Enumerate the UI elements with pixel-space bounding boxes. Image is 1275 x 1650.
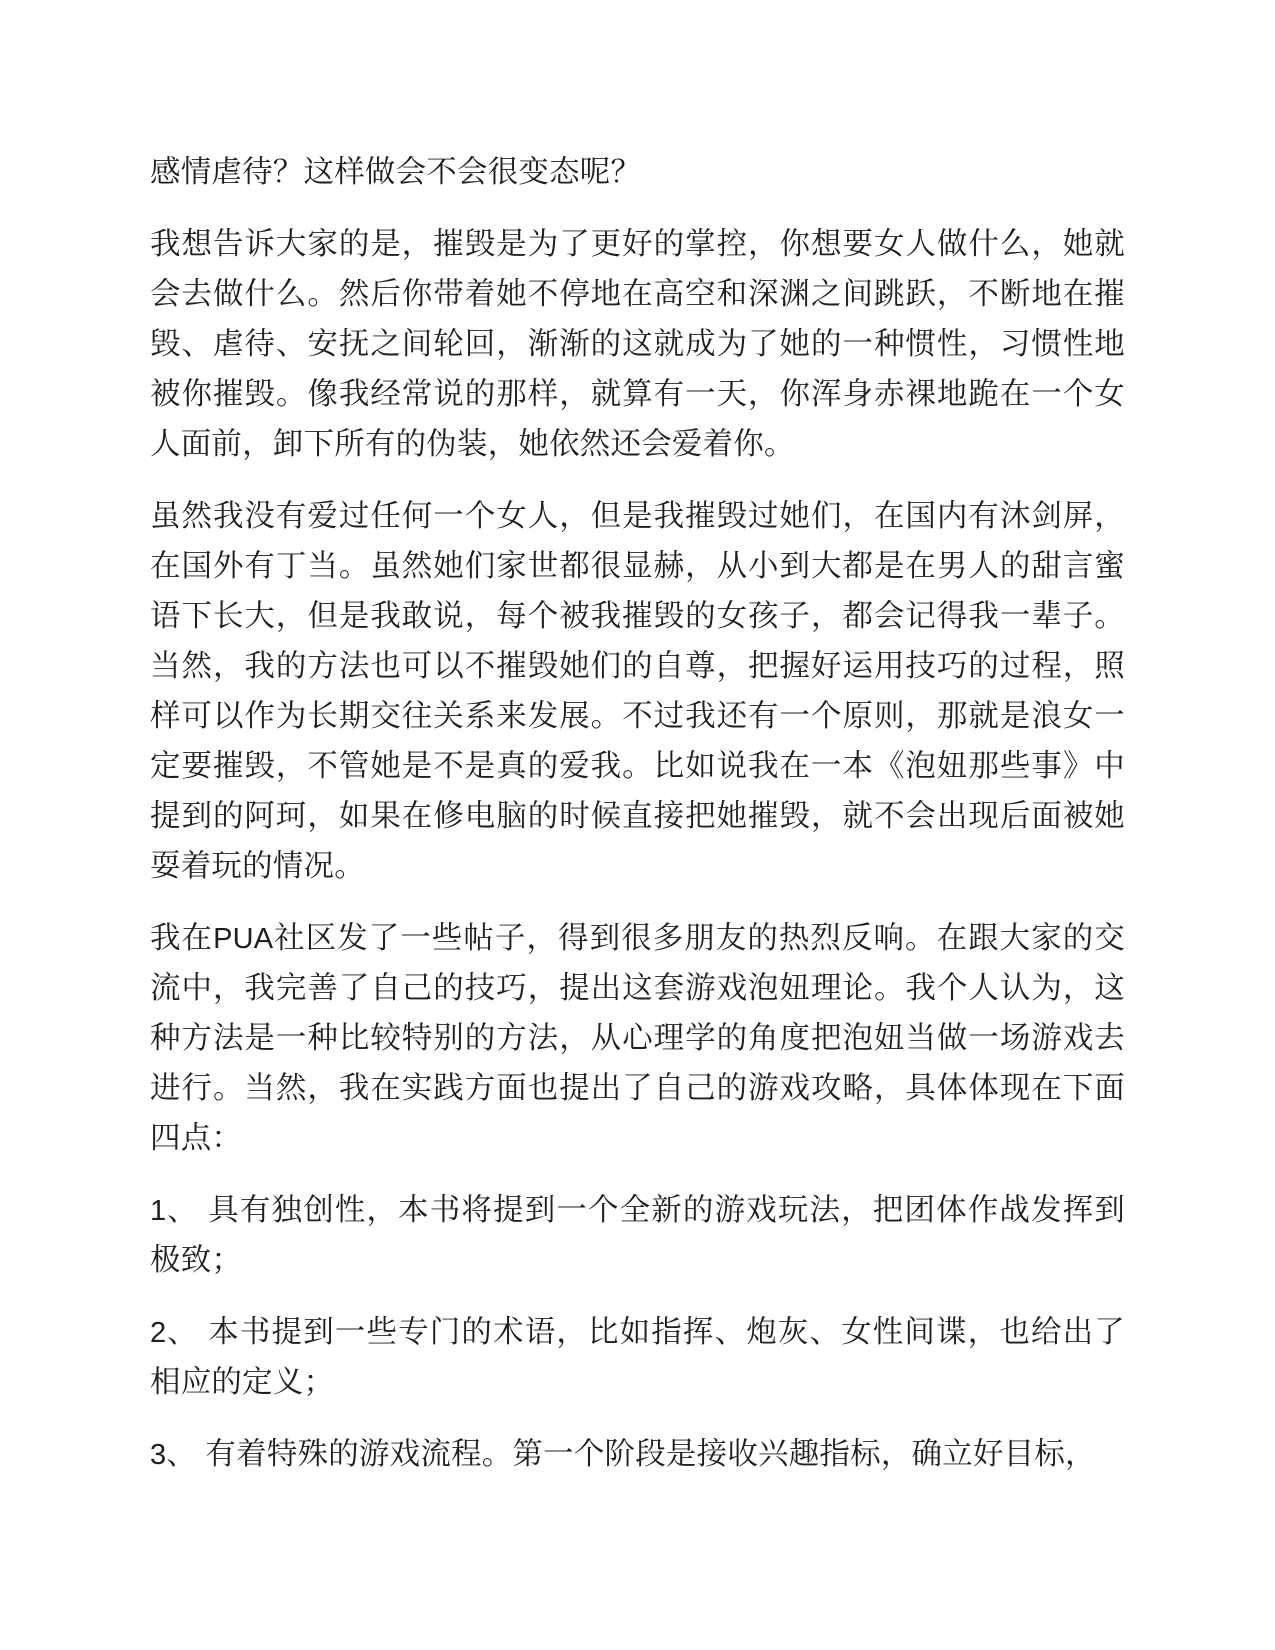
paragraph-question: 感情虐待？这样做会不会很变态呢？ bbox=[150, 155, 642, 190]
list-number: 1、 bbox=[150, 1195, 198, 1227]
paragraph-experience: 虽然我没有爱过任何一个女人，但是我摧毁过她们，在国内有沐剑屏，在国外有丁当。虽然她们家世都很显赫，从小到大都是在男人的甜言蜜语下长大，但是我敢说，每个被我摧毁的女孩子，都会记得我一辈子。当然，我的方法也可以不摧毁她们的自尊，把握好运用技巧的过程，照样可以作为长期交往关系来发展。不过我还有一个原则，那就是浪女一定要摧毁，不管她是不是真的爱我。比如说我在一本《泡妞那些事》中提到的阿珂，如果在修电脑的时候直接把她摧毁，就不会出现后面被她耍着玩的情况。 bbox=[150, 499, 1125, 884]
list-text: 本书提到一些专门的术语，比如指挥、炮灰、女性间谍，也给出了相应的定义； bbox=[150, 1315, 1125, 1400]
list-text: 具有独创性，本书将提到一个全新的游戏玩法，把团体作战发挥到极致； bbox=[150, 1193, 1125, 1278]
list-item bbox=[150, 1308, 1125, 1408]
list-number: 3、 bbox=[150, 1439, 196, 1471]
paragraph-prefix: 我在 bbox=[150, 921, 214, 956]
list-number: 2、 bbox=[150, 1317, 198, 1349]
list-text: 有着特殊的游戏流程。第一个阶段是接收兴趣指标，确立好目标， bbox=[195, 1437, 1096, 1472]
paragraph-rest: 社区发了一些帖子，得到很多朋友的热烈反响。在跟大家的交流中，我完善了自己的技巧，提出这套游戏泡妞理论。我个人认为，这种方法是一种比较特别的方法，从心理学的角度把泡妞当做一场游戏去进行。当然，我在实践方面也提出了自己的游戏攻略，具体体现在下面四点： bbox=[150, 921, 1125, 1156]
document-body bbox=[150, 148, 1125, 1502]
pua-term: PUA bbox=[213, 923, 274, 955]
list-item bbox=[150, 1186, 1125, 1286]
paragraph-pua-community bbox=[150, 914, 1125, 1164]
list-item bbox=[150, 1430, 1125, 1480]
paragraph-control: 我想告诉大家的是，摧毁是为了更好的掌控，你想要女人做什么，她就会去做什么。然后你带着她不停地在高空和深渊之间跳跃，不断地在摧毁、虐待、安抚之间轮回，渐渐的这就成为了她的一种惯性，习惯性地被你摧毁。像我经常说的那样，就算有一天，你浑身赤裸地跪在一个女人面前，卸下所有的伪装，她依然还会爱着你。 bbox=[150, 227, 1125, 462]
